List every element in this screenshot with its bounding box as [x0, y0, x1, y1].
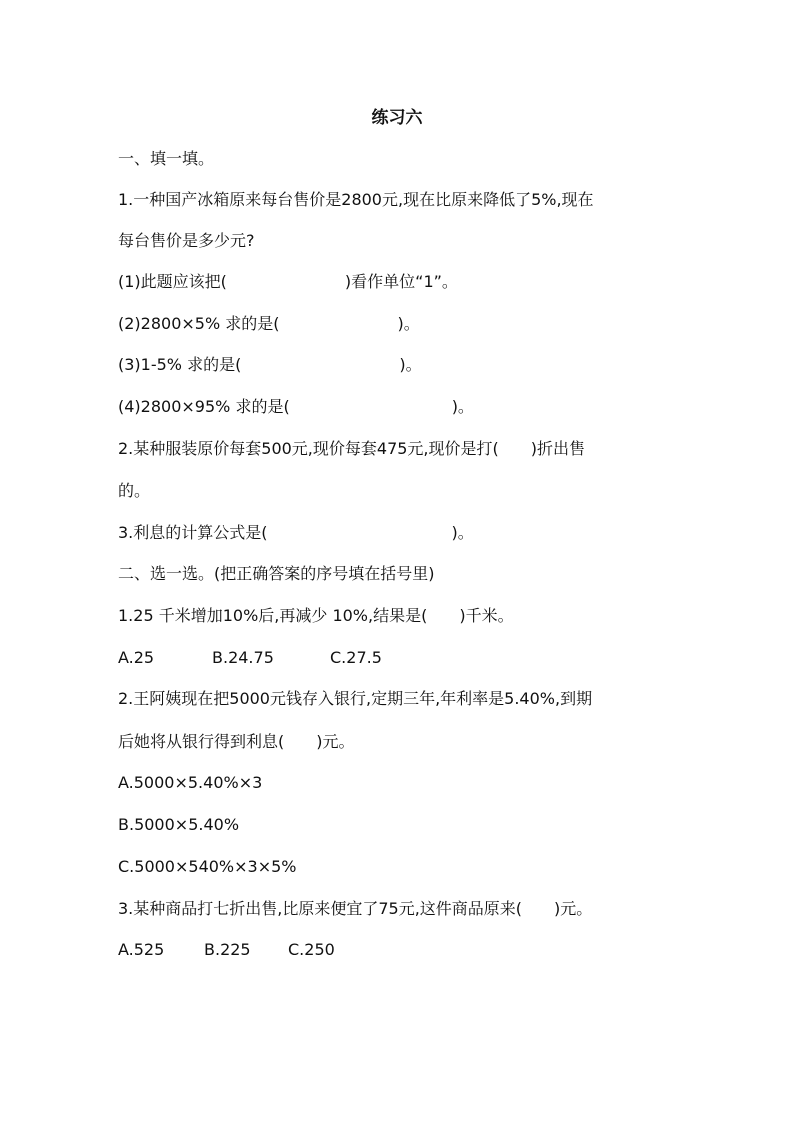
- s1-q1-sub4-before: (4)2800×95% 求的是(: [118, 397, 290, 416]
- s1-q3-after: )。: [451, 523, 474, 542]
- s1-q1-sub3-after: )。: [399, 355, 422, 374]
- s2-q1-after: )千米。: [459, 606, 514, 625]
- option-c: C.250: [288, 940, 335, 959]
- s1-q1-sub3: [118, 352, 422, 378]
- s2-q2-option-b: B.5000×5.40%: [118, 815, 240, 834]
- s2-q2-line2: [118, 729, 355, 755]
- s2-q1: [118, 603, 514, 629]
- s1-q1-sub2-after: )。: [397, 314, 420, 333]
- s1-q1-sub1-before: (1)此题应该把(: [118, 272, 227, 291]
- s1-q3: [118, 520, 474, 546]
- s1-q2-line2: 的。: [118, 481, 151, 500]
- s1-q1-sub4-after: )。: [451, 397, 474, 416]
- s2-q3-options: [118, 937, 335, 963]
- s1-q1-line2: 每台售价是多少元?: [118, 231, 255, 250]
- page-title: 练习六: [371, 108, 423, 128]
- s2-q2-option-a: A.5000×5.40%×3: [118, 773, 263, 792]
- s2-q2-line1: 2.王阿姨现在把5000元钱存入银行,定期三年,年利率是5.40%,到期: [118, 689, 593, 708]
- option-c: C.27.5: [330, 648, 382, 667]
- s2-q3-after: )元。: [554, 899, 593, 918]
- s1-q1-sub3-before: (3)1-5% 求的是(: [118, 355, 242, 374]
- s2-q3-before: 3.某种商品打七折出售,比原来便宜了75元,这件商品原来(: [118, 899, 523, 918]
- option-a: A.25: [118, 648, 155, 667]
- s1-q1-sub2: [118, 311, 420, 337]
- s2-q2-before: 后她将从银行得到利息(: [118, 732, 285, 751]
- s1-q2-line1: [118, 436, 585, 462]
- s1-q3-before: 3.利息的计算公式是(: [118, 523, 268, 542]
- s1-q2-before: 2.某种服装原价每套500元,现价每套475元,现价是打(: [118, 439, 499, 458]
- s1-q1-sub1: [118, 269, 458, 295]
- s2-q2-option-c: C.5000×540%×3×5%: [118, 857, 297, 876]
- s1-q2-after: )折出售: [530, 439, 586, 458]
- s2-q3: [118, 896, 592, 922]
- s2-q1-before: 1.25 千米增加10%后,再减少 10%,结果是(: [118, 606, 428, 625]
- section1-heading: 一、填一填。: [118, 149, 215, 168]
- s1-q1-sub2-before: (2)2800×5% 求的是(: [118, 314, 280, 333]
- s2-q1-options: [118, 645, 382, 671]
- option-b: B.24.75: [212, 648, 274, 667]
- option-a: A.525: [118, 940, 165, 959]
- s1-q1-line1: 1.一种国产冰箱原来每台售价是2800元,现在比原来降低了5%,现在: [118, 190, 594, 209]
- s2-q2-after: )元。: [316, 732, 355, 751]
- s1-q1-sub1-after: )看作单位“1”。: [344, 272, 458, 291]
- option-b: B.225: [204, 940, 251, 959]
- s1-q1-sub4: [118, 394, 474, 420]
- section2-heading: 二、选一选。(把正确答案的序号填在括号里): [118, 564, 435, 583]
